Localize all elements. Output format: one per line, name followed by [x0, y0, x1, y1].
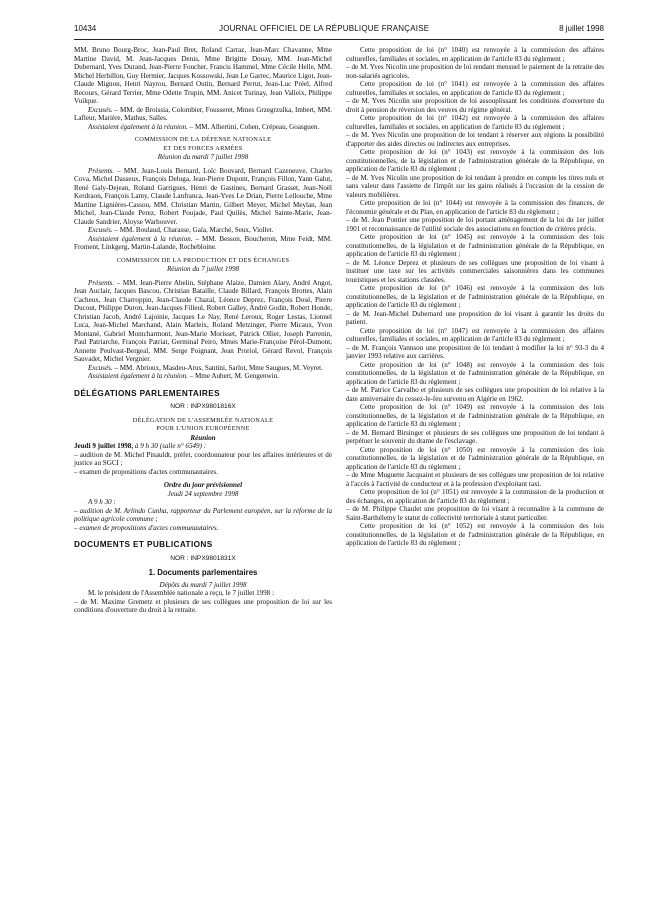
deposit-item: – de M. Yves Nicolin une proposition de loi tendant à réserver aux régions la possibilité d'apporter des aides directes ou indirectes aux entreprises.	[346, 131, 604, 148]
commission-title: ET DES FORCES ARMÉES	[163, 144, 243, 152]
journal-title: JOURNAL OFFICIEL DE LA RÉPUBLIQUE FRANÇAISE	[219, 24, 430, 33]
meeting-time: Jeudi 9 juillet 1998, à 9 h 30 (salle n° 6549) :	[74, 442, 207, 450]
agenda-item: – examen de propositions d'actes communautaires.	[74, 523, 219, 532]
agenda-item: – audition de M. Michel Pinauldt, préfet, coordonnateur pour les affaires intérieures et de justice au SGCI ;	[74, 450, 332, 467]
referral-paragraph: Cette proposition de loi (n° 1046) est renvoyée à la commission des lois constitutionnelles, de la législation et de l'administration générale de la République, en application de l'article 83 du règlement ;	[346, 284, 604, 309]
referral-paragraph: Cette proposition de loi (n° 1050) est renvoyée à la commission des lois constitutionnelles, de la législation et de l'administration générale de la République, en application de l'article 83 du règlement ;	[346, 445, 604, 471]
meeting-date: Réunion du 7 juillet 1998	[166, 265, 240, 273]
deposit-item: – de M. Bernard Birsinger et plusieurs de ses collègues une proposition de loi tendant à perpétuer le souvenir du drame de l'esclavage.	[346, 428, 604, 445]
left-column	[74, 46, 332, 615]
section-heading: DOCUMENTS ET PUBLICATIONS	[74, 540, 213, 549]
deposit-item: – de M. Yves Nicolin une proposition de loi rendant mensuel le paiement de la retraite des non-salariés agricoles.	[346, 63, 604, 80]
meeting-date: Réunion du mardi 7 juillet 1998	[157, 153, 249, 161]
page-header	[74, 24, 604, 38]
page-number: 10434	[74, 24, 97, 33]
agenda-item: – audition de M. Arlindo Cunha, rapporteur du Parlement européen, sur la réforme de la politique agricole commune ;	[74, 506, 332, 523]
commission-title: COMMISSION DE LA DÉFENSE NATIONALE	[134, 136, 272, 143]
referral-paragraph: Cette proposition de loi (n° 1042) est renvoyée à la commission des affaires culturelles, familiales et sociales, en application de l'article 83 du règlement ;	[346, 114, 604, 131]
referral-paragraph: Cette proposition de loi (n° 1045) est renvoyée à la commission des lois constitutionnelles, de la législation et de l'administration générale de la République, en application de l'article 83 du règlement ;	[346, 233, 604, 258]
header-rule	[74, 39, 604, 40]
present-paragraph: Présents. – MM. Jean-Pierre Abelin, Stéphane Alaize, Damien Alary, André Angot, Jean Auclair, Jacques Bascou, Christian Bataille, Claude Billard, François Brottes, Alain Cacheux, Jean Charroppin, Jean-Claude Chazal, Léonce Deprez, François Dosé, Pierre Ducout, Philippe Duron, Jean-Jacques Filleul, Robert Galley, André Godin, Robert Honde, Christian Jacob, André Lajoinie, Jacques Le Nay, René Leroux, Roger Lestas, Lionnel Luca, Jean-Michel Marchand, Alain Marleix, Roland Metzinger, Pierre Micaux, Yvon Montané, Gabriel Montcharmont, Jean-Marie Morisset, Patrick Ollier, Joseph Parrenin, Paul Patriarche, François Patriat, Germinal Peiro, Mmes Marie-Françoise Pérol-Dumont, Annette Peulvast-Bergeal, MM. Serge Poignant, Jean Proriol, Gérard Revol, François Sauvadet, Michel Vergnier.	[74, 278, 332, 363]
nor-reference: NOR : INPX9801816X	[170, 403, 236, 410]
excused-paragraph: Excusés. – MM. Boulaud, Charasse, Gaïa, Marché, Seux, Viollet.	[88, 226, 274, 234]
deposit-item: – de M. Maxime Gremetz et plusieurs de ses collègues une proposition de loi sur les conditions d'ouverture du droit à la retraite.	[74, 597, 332, 614]
section-heading: DÉLÉGATIONS PARLEMENTAIRES	[74, 388, 220, 398]
deposit-item: – de M. Jean Pontier une proposition de loi portant aménagement de la loi du 1er juillet 1901 et reconnaissance de l'utilité sociale des associations en fonction de critères précis.	[346, 216, 604, 233]
also-present-paragraph: Assistaient également à la réunion. – Mme Aubert, M. Gengenwin.	[88, 372, 279, 380]
referral-paragraph: Cette proposition de loi (n° 1051) est renvoyée à la commission de la production et des échanges, en application de l'article 83 du règlement ;	[346, 488, 604, 505]
referral-paragraph: Cette proposition de loi (n° 1041) est renvoyée à la commission des affaires culturelles, familiales et sociales, en application de l'article 83 du règlement ;	[346, 80, 604, 97]
excused-paragraph: Excusés. – MM. de Broissia, Colombier, Fousseret, Mmes Grzegrzulka, Imbert, MM. Lafleur, Marière, Mathus, Salles.	[74, 105, 332, 122]
subsection-heading: 1. Documents parlementaires	[148, 568, 258, 577]
referral-paragraph: Cette proposition de loi (n° 1040) est renvoyée à la commission des affaires culturelles, familiales et sociales, en application de l'article 83 du règlement ;	[346, 46, 604, 63]
deposit-item: – de M. Léonce Deprez et plusieurs de ses collègues une proposition de loi visant à instituer une taxe sur les activités commerciales saisonnières dans les communes touristiques et les stations classées.	[346, 258, 604, 284]
commission-title: COMMISSION DE LA PRODUCTION ET DES ÉCHANGES	[116, 256, 290, 264]
referral-paragraph: Cette proposition de loi (n° 1052) est renvoyée à la commission des lois constitutionnelles, de la législation et de l'administration générale de la République, en application de l'article 83 du règlement ;	[346, 522, 604, 547]
also-present-paragraph: Assistaient également à la réunion. – MM. Besson, Boucheron, Mme Feidt, MM. Froment, Linkgerg, Martin-Lalande, Rochebloine.	[74, 234, 332, 251]
attendee-list: MM. Bruno Bourg-Broc, Jean-Paul Bret, Roland Carraz, Jean-Marc Chavanne, Mme Martine David, M. Jean-Jacques Denis, Mme Brigitte Douay, MM. Jean-Michel Dubernard, Yves Durand, Jean-Pierre Foucher, Francis Hammel, Mme Cécile Helle, MM. Michel Herbillon, Guy Hermier, Jacques Kossowski, Jean Le Garrec, Maurice Ligot, Jean-Claude Mignon, Henri Nayrou, Bernard Outin, Bernard Perrut, Jean-Luc Préel, Alfred Recours, Gérard Terrier, Mme Odette Trupin, MM. Anicet Turinay, Jean Valleix, Philippe Vuilque.	[74, 46, 332, 105]
meeting-heading: Réunion	[190, 433, 216, 442]
nor-reference: NOR : INPX9801831X	[170, 554, 236, 562]
present-paragraph: Présents. – MM. Jean-Louis Bernard, Loïc Bouvard, Bernard Cazeneuve, Charles Cova, Michel Dasseux, François Deluga, Jean-Pierre Dupont, François Fillon, Yann Galut, René Galy-Dejean, Roland Garrigues, Henri de Gastines, Bernard Grasset, Jean-Noël Kerdraon, François Lamy, Claude Lanfranca, Jean-Yves Le Drian, Pierre Lellouche, Mme Martine Lignières-Cassou, MM. Christian Martin, Gilbert Meyer, Michel Meylan, Jean Michel, Jean-Claude Perez, Robert Poujade, Paul Quilès, Michel Sainte-Marie, Jean-Claude Sandrier, Aloyse Warhouver.	[74, 166, 332, 226]
referral-paragraph: Cette proposition de loi (n° 1048) est renvoyée à la commission des lois constitutionnelles, de la législation et de l'administration générale de la République, en application de l'article 83 du règlement ;	[346, 360, 604, 386]
agenda-heading: Ordre du jour prévisionnel	[163, 481, 243, 489]
agenda-time: A 9 h 30 :	[88, 498, 116, 506]
referral-paragraph: Cette proposition de loi (n° 1043) est renvoyée à la commission des lois constitutionnelles, de la législation et de l'administration générale de la République, en application de l'article 83 du règlement ;	[346, 148, 604, 173]
deposit-item: – de M. François Vannson une proposition de loi tendant à modifier la loi n° 93-3 du 4 janvier 1993 relative aux carrières.	[346, 343, 604, 360]
agenda-item: – examen de propositions d'actes communautaires.	[74, 467, 218, 476]
delegation-title: POUR L'UNION EUROPÉENNE	[156, 425, 250, 432]
right-column	[346, 46, 604, 548]
deposit-item: – de Mme Muguette Jacquaint et plusieurs de ses collègues une proposition de loi relative à l'accès à l'activité de conducteur et à la profession d'exploitant taxi.	[346, 471, 604, 488]
agenda-date: Jeudi 24 septembre 1998	[167, 489, 239, 498]
issue-date: 8 juillet 1998	[559, 24, 604, 33]
deposit-item: – de M. Jean-Michel Dubernard une proposition de loi visant à garantir les droits du patient.	[346, 309, 604, 326]
deposit-intro: M. le président de l'Assemblée nationale a reçu, le 7 juillet 1998 :	[88, 589, 275, 597]
also-present-paragraph: Assistaient également à la réunion. – MM. Albertini, Cohen, Crépeau, Goasguen.	[88, 122, 320, 131]
referral-paragraph: Cette proposition de loi (n° 1047) est renvoyée à la commission des affaires culturelles, familiales et sociales, en application de l'article 83 du règlement ;	[346, 326, 604, 343]
delegation-title: DÉLÉGATION DE L'ASSEMBLÉE NATIONALE	[132, 416, 274, 424]
referral-paragraph: Cette proposition de loi (n° 1049) est renvoyée à la commission des lois constitutionnelles, de la législation et de l'administration générale de la République, en application de l'article 83 du règlement ;	[346, 403, 604, 428]
referral-paragraph: Cette proposition de loi (n° 1044) est renvoyée à la commission des finances, de l'économie générale et du Plan, en application de l'article 83 du règlement ;	[346, 199, 604, 216]
deposit-item: – de M. Patrice Carvalho et plusieurs de ses collègues une proposition de loi relative à la date anniversaire du cessez-le-feu survenu en Algérie en 1962.	[346, 386, 604, 403]
deposit-date: Dépôts du mardi 7 juillet 1998	[159, 580, 247, 589]
deposit-item: – de M. Yves Nicolin une proposition de loi tendant à prendre en compte les titres nuls et sans valeur dans l'assiette de l'impôt sur les gains réalisés à l'occasion de la cession de valeurs mobilières.	[346, 173, 604, 199]
deposit-item: – de M. Philippe Chaulet une proposition de loi visant à reconnaître à la commune de Saint-Barthélemy le statut de collectivité territoriale à statut particulier.	[346, 505, 604, 522]
deposit-item: – de M. Yves Nicolin une proposition de loi assouplissant les conditions d'ouverture du droit à pension de réversion des veuves du régime général.	[346, 97, 604, 114]
excused-paragraph: Excusés. – MM. Abrioux, Masdeu-Arus, Santini, Sarlot, Mme Saugues, M. Veyret.	[88, 363, 323, 372]
